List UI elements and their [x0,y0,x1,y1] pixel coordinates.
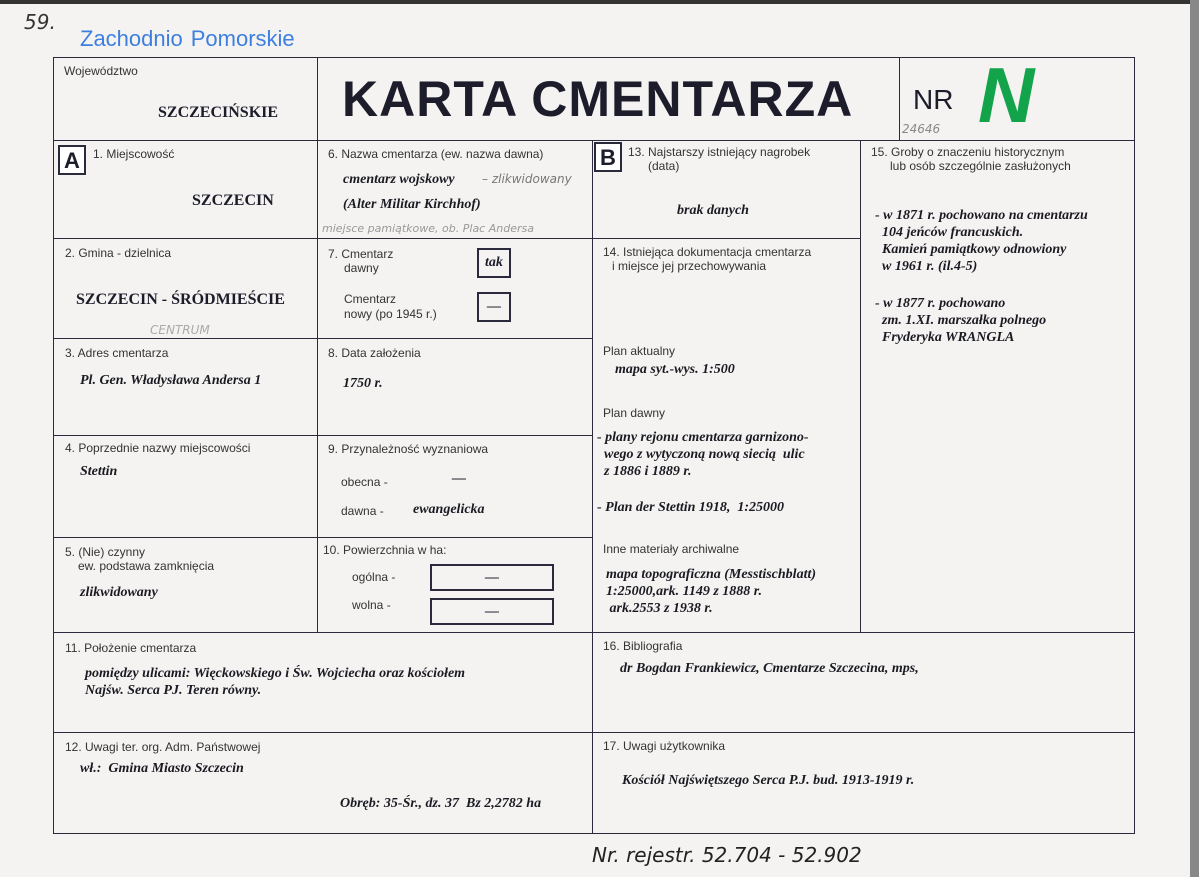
field-4-value: Stettin [80,464,118,479]
field-7-old-label: dawny [344,261,379,275]
field-11-value: pomiędzy ulicami: Więckowskiego i Św. Wojciecha oraz kościołem Najśw. Serca PJ. Teren równy. [85,666,466,698]
field-17-value: Kościół Najświętszego Serca P.J. bud. 1913-1919 r. [622,773,915,788]
nr-label: NR [913,84,954,115]
field-16-value: dr Bogdan Frankiewicz, Cmentarze Szczecina, mps, [620,661,919,676]
field-9-current-label: obecna - [341,475,388,489]
field-7-new-sublabel: nowy (po 1945 r.) [344,307,437,321]
field-12-label: 12. Uwagi ter. org. Adm. Państwowej [65,740,261,754]
field-13-sublabel: (data) [648,159,680,173]
archive-value: mapa topograficzna (Messtischblatt) 1:25000,ark. 1149 z 1888 r. ark.2553 z 1938 r. [606,567,817,616]
field-10-total-label: ogólna - [352,570,396,584]
field-9-former-label: dawna - [341,504,384,518]
stamp-line-2: Pomorskie [190,26,295,51]
field-5-sublabel: ew. podstawa zamknięcia [78,559,215,573]
field-10-label: 10. Powierzchnia w ha: [323,543,447,557]
stamp [80,26,295,52]
field-6-value-2: (Alter Militar Kirchhof) [343,197,481,212]
footer-register-note: Nr. rejestr. 52.704 - 52.902 [592,843,862,867]
field-12-owner: wł.: Gmina Miasto Szczecin [80,761,244,776]
plan-current-value: mapa syt.-wys. 1:500 [615,362,735,377]
field-3-label: 3. Adres cmentarza [65,346,169,360]
field-9-label: 9. Przynależność wyznaniowa [328,442,489,456]
field-1-label: 1. Miejscowość [93,147,175,161]
inventory-number: 24646 [902,122,941,136]
field-9-current-value: — [452,471,466,486]
field-6-label: 6. Nazwa cmentarza (ew. nazwa dawna) [328,147,544,161]
field-9-former-value: ewangelicka [413,502,485,517]
district-note: CENTRUM [150,323,210,337]
field-4-label: 4. Poprzednie nazwy miejscowości [65,441,251,455]
field-15-value-1: - w 1871 r. pochowano na cmentarzu 104 jeńców francuskich. Kamień pamiątkowy odnowiony w 1961 r. (il.4-5) [875,208,1088,274]
field-16-label: 16. Bibliografia [603,639,683,653]
field-7-old-value: tak [477,248,511,278]
field-15-value-2: - w 1877 r. pochowano zm. 1.XI. marszałka polnego Fryderyka WRANGLA [875,296,1047,345]
field-15-sublabel: lub osób szczególnie zasłużonych [890,159,1071,173]
plan-current-label: Plan aktualny [603,344,676,358]
field-3-value: Pl. Gen. Władysława Andersa 1 [80,373,262,388]
voivodeship-label: Województwo [64,64,138,78]
archive-label: Inne materiały archiwalne [603,542,740,556]
field-8-label: 8. Data założenia [328,346,421,360]
field-10-free-label: wolna - [352,598,391,612]
field-6-value-1: cmentarz wojskowy [343,172,455,187]
name-note: – zlikwidowany [482,172,572,186]
field-2-label: 2. Gmina - dzielnica [65,246,172,260]
field-5-label: 5. (Nie) czynny [65,545,146,559]
section-a-badge: A [58,145,86,175]
field-17-label: 17. Uwagi użytkownika [603,739,726,753]
field-1-value: SZCZECIN [192,192,274,209]
field-13-value: brak danych [677,203,749,218]
section-b-badge: B [594,142,622,172]
field-2-value: SZCZECIN - ŚRÓDMIEŚCIE [76,291,285,308]
card-top-edge [0,0,1199,4]
plan-former-value-2: - Plan der Stettin 1918, 1:25000 [597,500,785,515]
field-7-label: 7. Cmentarz [328,247,394,261]
field-5-value: zlikwidowany [80,585,158,600]
field-10-total-value: — [430,564,554,591]
field-13-label: 13. Najstarszy istniejący nagrobek [628,145,811,159]
page-title: KARTA CMENTARZA [342,71,854,127]
field-15-label: 15. Groby o znaczeniu historycznym [871,145,1065,159]
field-7-new-label: Cmentarz [344,292,397,306]
field-14-sublabel: i miejsce jej przechowywania [612,259,767,273]
field-10-free-value: — [430,598,554,625]
plan-former-value-1: - plany rejonu cmentarza garnizono- wego z wytyczoną nową siecią ulic z 1886 i 1889 r. [597,430,809,479]
voivodeship-value: SZCZECIŃSKIE [158,104,279,121]
field-8-value: 1750 r. [343,376,383,391]
card-right-edge [1190,0,1199,877]
field-11-label: 11. Położenie cmentarza [65,641,197,655]
plan-former-label: Plan dawny [603,406,666,420]
field-7-new-value: — [477,292,511,322]
place-note: miejsce pamiątkowe, ob. Plac Andersa [322,222,534,235]
field-14-label: 14. Istniejąca dokumentacja cmentarza [603,245,812,259]
field-12-plot: Obręb: 35-Śr., dz. 37 Bz 2,2782 ha [340,796,542,811]
stamp-line-1: Zachodnio [80,26,183,51]
page-number: 59. [24,10,56,34]
nr-green-mark: N [978,51,1035,139]
